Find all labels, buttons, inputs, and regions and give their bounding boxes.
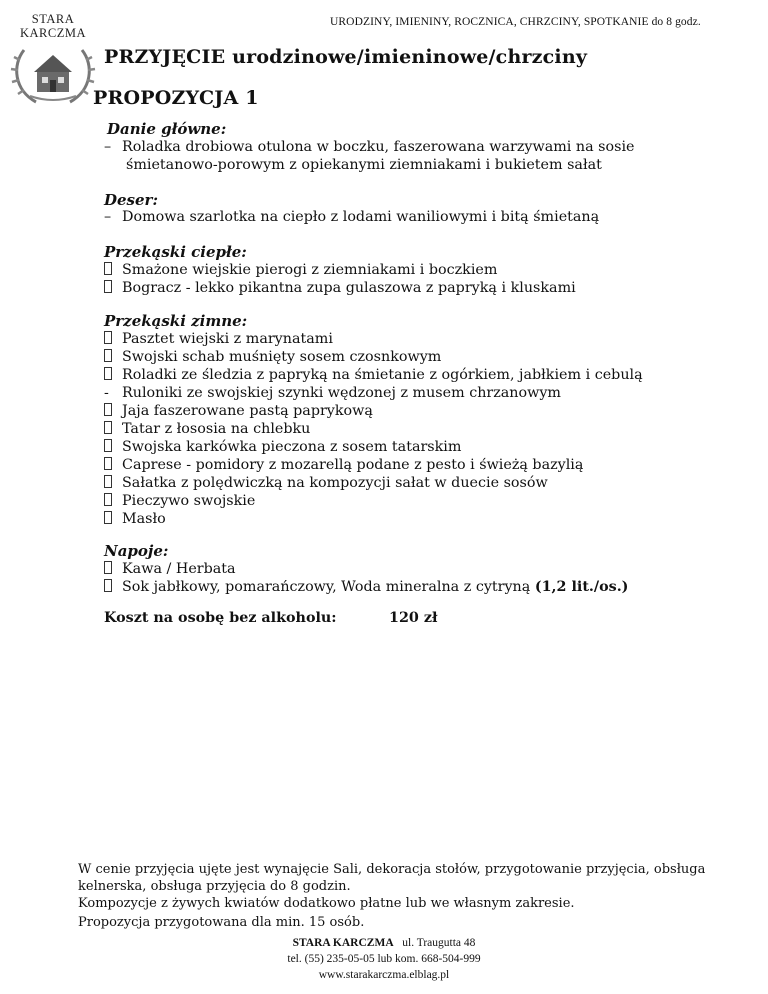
contact-address: ul. Traugutta 48 <box>402 937 476 949</box>
list-item: Kawa / Herbata <box>104 561 236 577</box>
bullet-icon <box>104 493 112 506</box>
contact-name-address <box>0 937 768 949</box>
drinks-portion: (1,2 lit./os.) <box>534 579 629 595</box>
list-item: Bogracz - lekko pikantna zupa gulaszowa z papryką i kluskami <box>104 280 576 296</box>
bullet-icon <box>104 349 112 362</box>
footer-line: Kompozycje z żywych kwiatów dodatkowo płatne lub we własnym zakresie. <box>78 896 575 911</box>
bullet-icon <box>104 280 112 293</box>
bullet-icon <box>104 439 112 452</box>
bullet-icon <box>104 403 112 416</box>
page-title: PRZYJĘCIE urodzinowe/imieninowe/chrzciny <box>104 46 588 68</box>
proposal-heading: PROPOZYCJA 1 <box>93 87 259 109</box>
cold-appetizers-heading: Przekąski zimne: <box>104 312 248 330</box>
list-item: Swojska karkówka pieczona z sosem tatarskim <box>104 439 461 455</box>
list-item: Roladki ze śledzia z papryką na śmietanie z ogórkiem, jabłkiem i cebulą <box>104 367 643 383</box>
list-item: Pieczywo swojskie <box>104 493 255 509</box>
dessert-heading: Deser: <box>104 191 158 209</box>
list-item: Pasztet wiejski z marynatami <box>104 331 333 347</box>
list-item: Jaja faszerowane pastą paprykową <box>104 403 373 419</box>
bullet-icon <box>104 457 112 470</box>
logo-emblem <box>4 10 102 110</box>
list-item: Tatar z łososia na chlebku <box>104 421 310 437</box>
logo-text-line1: STARA <box>31 12 75 26</box>
footer-line: Propozycja przygotowana dla min. 15 osób. <box>78 915 365 930</box>
bullet-icon <box>104 511 112 524</box>
bullet-icon <box>104 579 112 592</box>
list-item: Caprese - pomidory z mozarellą podane z pesto i świeżą bazylią <box>104 457 583 473</box>
bullet-icon <box>104 421 112 434</box>
contact-name: STARA KARCZMA <box>292 937 394 949</box>
list-item: Swojski schab muśnięty sosem czosnkowym <box>104 349 441 365</box>
list-item: - Ruloniki ze swojskiej szynki wędzonej z musem chrzanowym <box>104 385 561 401</box>
cost-label: Koszt na osobę bez alkoholu: <box>104 610 337 626</box>
list-item: Sok jabłkowy, pomarańczowy, Woda mineralna z cytryną (1,2 lit./os.) <box>104 579 628 595</box>
logo <box>4 10 102 110</box>
bullet-icon <box>104 262 112 275</box>
bullet-icon <box>104 475 112 488</box>
bullet-icon <box>104 367 112 380</box>
header-occasions: URODZINY, IMIENINY, ROCZNICA, CHRZCINY, SPOTKANIE do 8 godz. <box>330 16 701 28</box>
contact-phones: tel. (55) 235-05-05 lub kom. 668-504-999 <box>287 953 481 965</box>
main-dish-line: śmietanowo-porowym z opiekanymi ziemniakami i bukietem sałat <box>126 157 602 173</box>
footer-line: W cenie przyjęcia ujęte jest wynajęcie Sali, dekoracja stołów, przygotowanie przyjęcia, obsługa <box>78 862 706 877</box>
dessert-line: – Domowa szarlotka na ciepło z lodami waniliowymi i bitą śmietaną <box>104 209 600 225</box>
list-item: Sałatka z polędwiczką na kompozycji sałat w duecie sosów <box>104 475 548 491</box>
list-item: Smażone wiejskie pierogi z ziemniakami i boczkiem <box>104 262 497 278</box>
cost-value: 120 zł <box>389 610 438 626</box>
footer-line: kelnerska, obsługa przyjęcia do 8 godzin. <box>78 879 351 894</box>
contact-website[interactable]: www.starakarczma.elblag.pl <box>318 969 450 981</box>
bullet-icon <box>104 561 112 574</box>
main-dish-heading: Danie główne: <box>107 120 227 138</box>
list-item: Masło <box>104 511 166 527</box>
main-dish-line: – Roladka drobiowa otulona w boczku, faszerowana warzywami na sosie <box>104 139 635 155</box>
warm-appetizers-heading: Przekąski ciepłe: <box>104 243 247 261</box>
bullet-icon <box>104 331 112 344</box>
logo-text-line2: KARCZMA <box>19 26 87 40</box>
drinks-heading: Napoje: <box>104 542 169 560</box>
